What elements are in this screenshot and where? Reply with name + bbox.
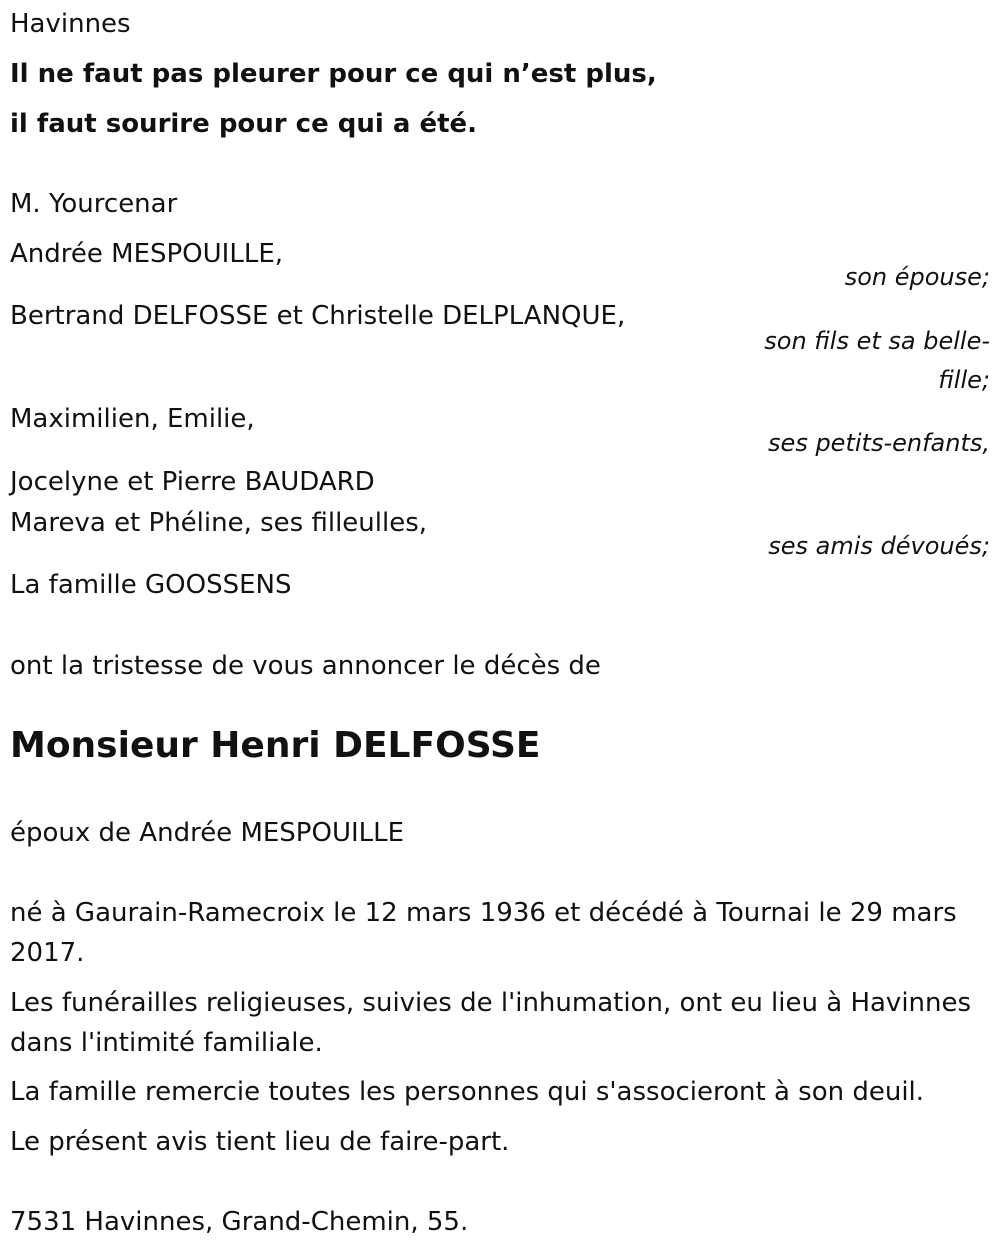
family-friends-relation: ses amis dévoués; [768,532,990,560]
quote-line-1: Il ne faut pas pleurer pour ce qui n’est plus, [10,59,657,89]
quote-author: M. Yourcenar [10,189,178,219]
family-wife-name: Andrée MESPOUILLE, [10,239,284,269]
family-son-relation-2: fille; [938,366,990,394]
family-other: La famille GOOSSENS [10,570,292,600]
location: Havinnes [10,9,131,39]
deceased-spouse: époux de Andrée MESPOUILLE [10,818,405,848]
funeral-paragraph: Les funérailles religieuses, suivies de l'inhumation, ont eu lieu à Havinnes dans l'intimité familiale. [10,988,972,1058]
deceased-name: Monsieur Henri DELFOSSE [10,725,541,766]
quote-line-2: il faut sourire pour ce qui a été. [10,109,478,139]
thanks-paragraph: La famille remercie toutes les personnes qui s'associeront à son deuil. [10,1077,925,1107]
announcement: ont la tristesse de vous annoncer le décès de [10,651,601,681]
family-son-relation-1: son fils et sa belle- [764,327,990,355]
address: 7531 Havinnes, Grand-Chemin, 55. [10,1207,469,1237]
family-friends-name-1: Jocelyne et Pierre BAUDARD [10,467,375,497]
family-grandchildren-relation: ses petits-enfants, [768,429,990,457]
deceased-dates: né à Gaurain-Ramecroix le 12 mars 1936 et décédé à Tournai le 29 mars 2017. [10,898,957,968]
notice-paragraph: Le présent avis tient lieu de faire-part. [10,1127,510,1157]
family-friends-name-2: Mareva et Phéline, ses filleulles, [10,508,428,538]
family-son-name: Bertrand DELFOSSE et Christelle DELPLANQUE, [10,301,626,331]
family-grandchildren-name: Maximilien, Emilie, [10,404,255,434]
family-wife-relation: son épouse; [844,263,990,291]
